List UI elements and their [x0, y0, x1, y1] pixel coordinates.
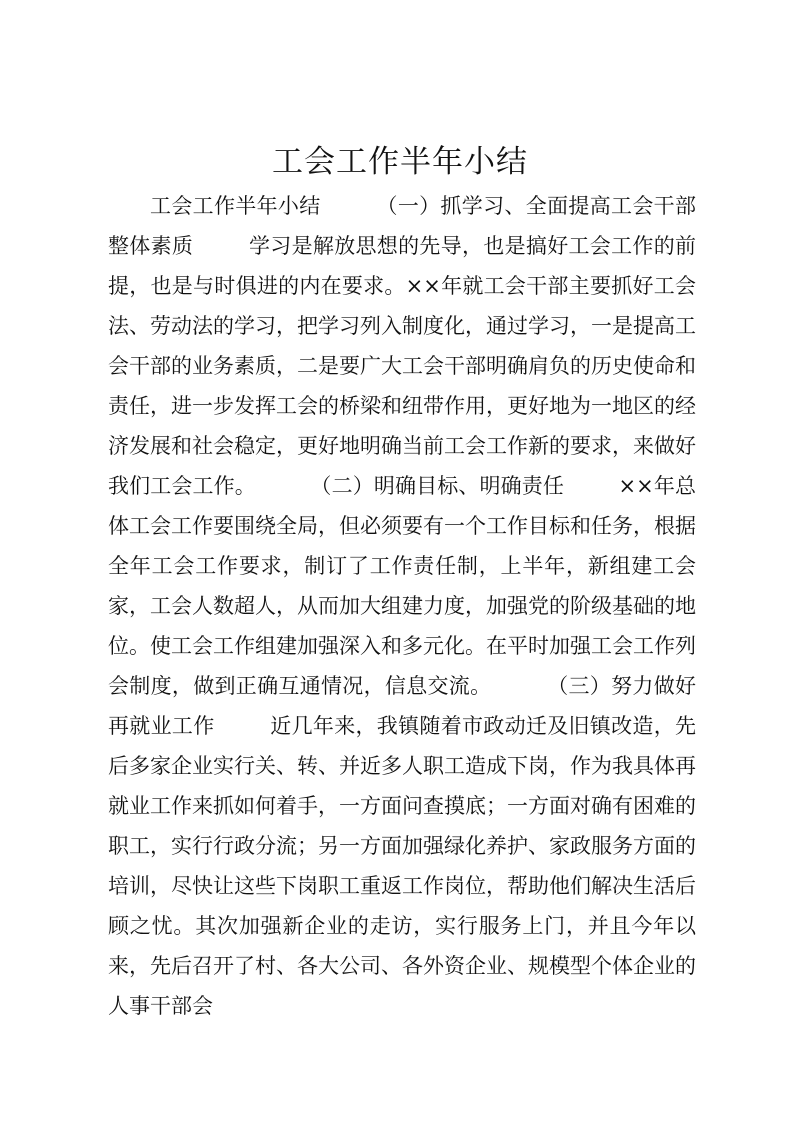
document-title: 工会工作半年小结	[272, 144, 528, 180]
document-body-paragraph: 工会工作半年小结 （一）抓学习、全面提高工会干部整体素质 学习是解放思想的先导，也是搞好工会工作的前提，也是与时俱进的内在要求。××年就工会干部主要抓好工会法、劳动法的学习，把学习列入制度化，通过学习，一是提高工会干部的业务素质，二是要广大工会干部明确肩负的历史使命和责任，进一步发挥工会的桥梁和纽带作用，更好地为一地区的经济发展和社会稳定，更好地明确当前工会工作新的要求，来做好我们工会工作。 （二）明确目标、明确责任 ××年总体工会工作要围绕全局，但必须要有一个工作目标和任务，根据全年工会工作要求，制订了工作责任制，上半年，新组建工会家，工会人数超人，从而加大组建力度，加强党的阶级基础的地位。使工会工作组建加强深入和多元化。在平时加强工会工作列会制度，做到正确互通情况，信息交流。 （三）努力做好再就业工作 近几年来，我镇随着市政动迁及旧镇改造，先后多家企业实行关、转、并近多人职工造成下岗，作为我具体再就业工作来抓如何着手，一方面问查摸底；一方面对确有困难的职工，实行行政分流；另一方面加强绿化养护、家政服务方面的培训，尽快让这些下岗职工重返工作岗位，帮助他们解决生活后顾之忧。其次加强新企业的走访，实行服务上门，并且今年以来，先后召开了村、各大公司、各外资企业、规模型个体企业的人事干部会	[108, 194, 696, 1018]
